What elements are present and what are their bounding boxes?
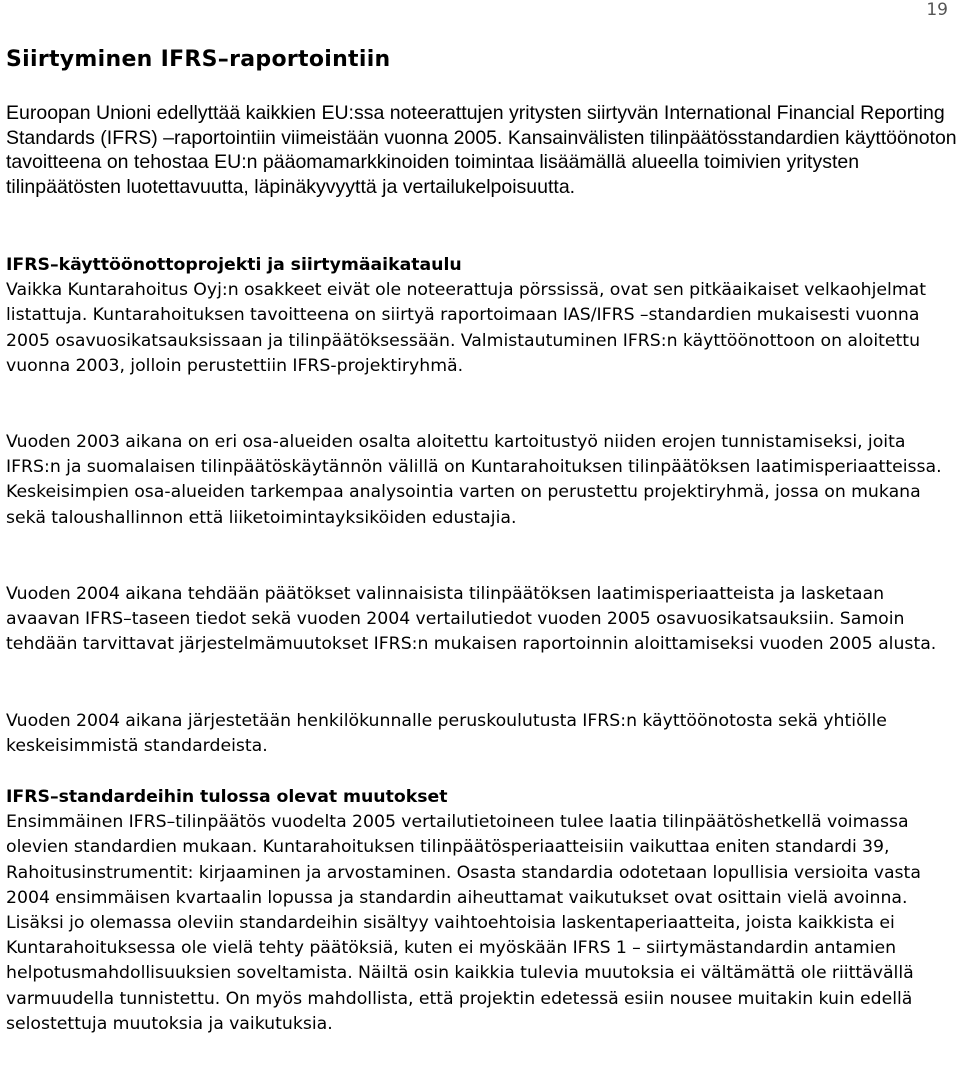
paragraph-2003: Vuoden 2003 aikana on eri osa-alueiden osalta aloitettu kartoitustyö niiden erojen tunnistamiseksi, joita IFRS:n ja suomalaisen tilinpäätöskäytännön välillä on Kuntarahoituksen tilinpäätöksen laatimisperiaatteissa. Keskeisimpien osa-alueiden tarkempaa analysointia varten on perustettu projektiryhmä, jossa on mukana sekä taloushallinnon että liiketoimintayksiköiden edustajia. [6, 432, 942, 528]
page-title: Siirtyminen IFRS–raportointiin [6, 47, 391, 72]
project-paragraph: Vaikka Kuntarahoitus Oyj:n osakkeet eivät ole noteerattuja pörssissä, ovat sen pitkäaikaiset velkaohjelmat listattuja. Kuntarahoituksen tavoitteena on siirtyä raportoimaan IAS/IFRS –standardien mukaisesti vuonna 2005 osavuosikatsauksissaan ja tilinpäätöksessään. Valmistautuminen IFRS:n käyttöönottoon on aloitettu vuonna 2003, jolloin perustettiin IFRS-projektiryhmä. [6, 280, 927, 376]
intro-paragraph: Euroopan Unioni edellyttää kaikkien EU:ssa noteerattujen yritysten siirtyvän International Financial Reporting Standards (IFRS) –raportointiin viimeistään vuonna 2005. Kansainvälisten tilinpäätösstandardien käyttöönoton tavoitteena on tehostaa EU:n pääomamarkkinoiden toimintaa lisäämällä alueella toimivien yritysten tilinpäätösten luotettavuutta, läpinäkyvyyttä ja vertailukelpoisuutta. [6, 102, 957, 198]
project-heading: IFRS–käyttöönottoprojekti ja siirtymäaikataulu [6, 255, 462, 275]
project-section [6, 253, 958, 379]
changes-heading: IFRS–standardeihin tulossa olevat muutokset [6, 787, 448, 807]
paragraph-2004-training: Vuoden 2004 aikana järjestetään henkilökunnalle peruskoulutusta IFRS:n käyttöönotosta sekä yhtiölle keskeisimmistä standardeista. [6, 711, 887, 757]
paragraph-2004-decisions: Vuoden 2004 aikana tehdään päätökset valinnaisista tilinpäätöksen laatimisperiaatteista ja lasketaan avaavan IFRS–taseen tiedot sekä vuoden 2004 vertailutiedot vuoden 2005 osavuosikatsauksiin. Samoin tehdään tarvittavat järjestelmämuutokset IFRS:n mukaisen raportoinnin aloittamiseksi vuoden 2005 alusta. [6, 584, 937, 655]
changes-section [6, 785, 958, 1037]
page-number: 19 [926, 0, 948, 20]
changes-paragraph: Ensimmäinen IFRS–tilinpäätös vuodelta 2005 vertailutietoineen tulee laatia tilinpäätöshetkellä voimassa olevien standardien mukaan. Kuntarahoituksen tilinpäätösperiaatteisiin vaikuttaa eniten standardi 39, Rahoitusinstrumentit: kirjaaminen ja arvostaminen. Osasta standardia odotetaan lopullisia versioita vasta 2004 ensimmäisen kvartaalin lopussa ja standardin aiheuttamat vaikutukset ovat osittain vielä avoinna. Lisäksi jo olemassa oleviin standardeihin sisältyy vaihtoehtoisia laskentaperiaatteita, joista kaikkista ei Kuntarahoituksessa ole vielä tehty päätöksiä, kuten ei myöskään IFRS 1 – siirtymästandardin antamien helpotusmahdollisuuksien soveltamista. Näiltä osin kaikkia tulevia muutoksia ei vältämättä ole riittävällä varmuudella tunnistettu. On myös mahdollista, että projektin edetessä esiin nousee muitakin kuin edellä selostettuja muutoksia ja vaikutuksia. [6, 812, 921, 1034]
document-page [6, 0, 956, 1092]
